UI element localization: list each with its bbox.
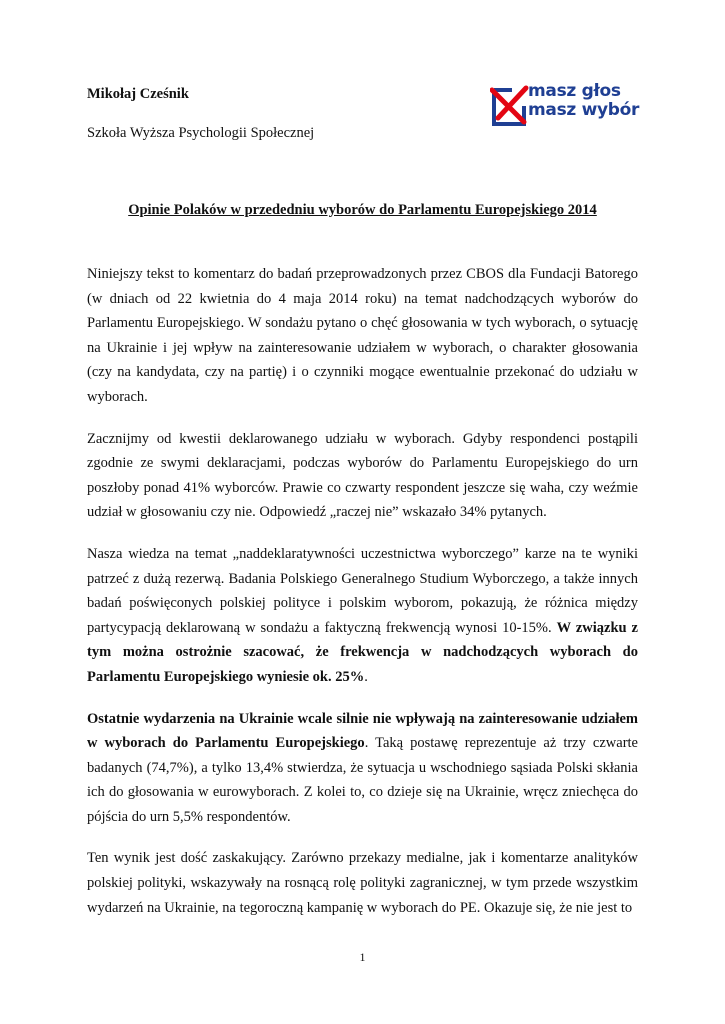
author-affiliation: Szkoła Wyższa Psychologii Społecznej bbox=[87, 125, 315, 141]
paragraph-5 bbox=[87, 846, 638, 920]
page-number: 1 bbox=[359, 950, 366, 964]
paragraph-emphasis: W związku z tym można ostrożnie szacować, że frekwencja w nadchodzących wyborach do Parlamentu Europejskiego wyniesie ok. 25% bbox=[87, 619, 638, 685]
paragraph-text: Nasza wiedza na temat „naddeklaratywności uczestnictwa wyborczego” karze na te wyniki patrzeć z dużą rezerwą. Badania Polskiego Generalnego Studium Wyborczego, a także innych badań poświęconych polskiej polityce i polskim wyborom, pokazują, że różnica między partycypacją deklarowaną w sondażu a faktyczną frekwencją wynosi 10-15%. bbox=[87, 545, 638, 636]
paragraph-text: Zacznijmy od kwestii deklarowanego udziału w wyborach. Gdyby respondenci postąpili zgodnie ze swymi deklaracjami, podczas wyborów do Parlamentu Europejskiego do urn poszłoby ponad 41% wyborców. Prawie co czwarty respondent jeszcze się waha, czy weźmie udział w głosowaniu czy nie. Odpowiedź „raczej nie” wskazało 34% pytanych. bbox=[87, 430, 638, 521]
document-body bbox=[87, 262, 638, 937]
paragraph-2 bbox=[87, 427, 638, 525]
ballot-x-icon bbox=[490, 84, 530, 128]
logo-wordmark bbox=[528, 82, 639, 120]
paragraph-text: Niniejszy tekst to komentarz do badań przeprowadzonych przez CBOS dla Fundacji Batorego (w dniach od 22 kwietnia do 4 maja 2014 roku) na temat nadchodzących wyborów do Parlamentu Europejskiego. W sondażu pytano o chęć głosowania w tych wyborach, o sytuację na Ukrainie i jej wpływ na zainteresowanie udziałem w wyborach, o charakter głosowania (czy na kandydata, czy na partię) i o czynniki mogące ewentualnie przekonać do udziału w wyborach. bbox=[87, 266, 638, 405]
logo-line-1: masz głos bbox=[528, 81, 621, 101]
paragraph-emphasis: Ostatnie wydarzenia na Ukrainie wcale silnie nie wpływają na zainteresowanie udziałem w wyborach do Parlamentu Europejskiego bbox=[87, 710, 638, 752]
paragraph-4 bbox=[87, 707, 638, 830]
paragraph-text: Ten wynik jest dość zaskakujący. Zarówno przekazy medialne, jak i komentarze analityków polskiej polityki, wskazywały na rosnącą rolę polityki zagranicznej, w tym przede wszystkim wydarzeń na Ukrainie, na tegoroczną kampanię w wyborach do PE. Okazuje się, że nie jest to bbox=[87, 850, 638, 916]
author-name: Mikołaj Cześnik bbox=[87, 86, 189, 102]
paragraph-tail: . bbox=[364, 668, 368, 685]
paragraph-1 bbox=[87, 262, 638, 410]
paragraph-3 bbox=[87, 542, 638, 690]
logo-line-2: masz wybór bbox=[528, 100, 640, 120]
campaign-logo bbox=[490, 82, 650, 132]
document-title: Opinie Polaków w przededniu wyborów do Parlamentu Europejskiego 2014 bbox=[128, 202, 597, 218]
paragraph-text: . Taką postawę reprezentuje aż trzy czwarte badanych (74,7%), a tylko 13,4% stwierdza, że sytuacja u wschodniego sąsiada Polski skłania ich do głosowania w eurowyborach. Z kolei to, co dzieje się na Ukrainie, wręcz zniechęca do pójścia do urn 5,5% respondentów. bbox=[87, 735, 638, 825]
